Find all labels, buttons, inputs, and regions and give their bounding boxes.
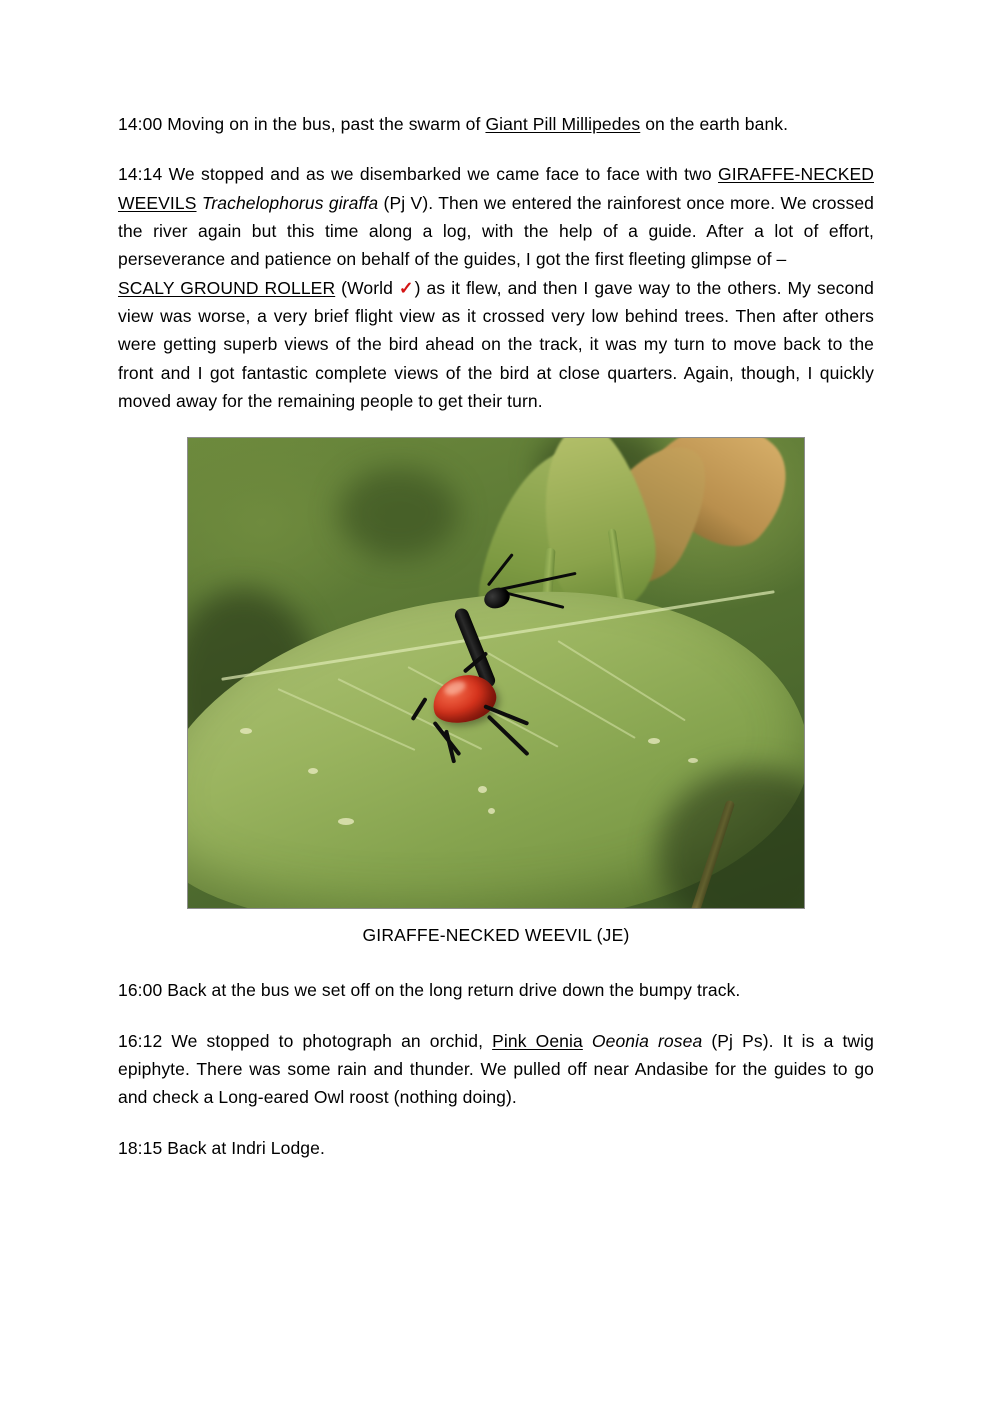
text-segment: ) as it flew, and then I gave way to the others. My second view was worse, a very brief flight view as it crossed very low behind trees. Then after others were getting superb views of the bird ahead on the track, it was my turn to move back to the front and I got fantastic complete views of the bird at close quarters. Again, though, I quickly moved away for the remaining people to get their turn. xyxy=(118,277,875,412)
paragraph-scaly-ground-roller xyxy=(118,274,874,416)
text-segment: Pink Oenia xyxy=(492,1030,583,1051)
text-segment: 14:00 Moving on in the bus, past the swarm of xyxy=(118,114,486,134)
paragraph-1612 xyxy=(118,1027,874,1112)
text-segment xyxy=(583,1031,592,1051)
paragraph-1414 xyxy=(118,160,874,273)
text-segment: 16:12 We stopped to photograph an orchid, xyxy=(118,1030,493,1051)
text-segment: Trachelophorus giraffa xyxy=(201,192,379,213)
paragraph-1815 xyxy=(118,1134,874,1162)
text-segment: (Pj Ps). It is a twig epiphyte. There was some rain and thunder. We pulled off near Andasibe for the guides to go and check a Long-eared Owl roost (nothing doing). xyxy=(118,1030,874,1108)
text-segment: 14:14 We stopped and as we disembarked we came face to face with two xyxy=(118,164,718,185)
figure-giraffe-necked-weevil xyxy=(118,437,874,946)
text-segment: on the earth bank. xyxy=(640,114,789,134)
photo-shadow-blotch xyxy=(338,468,458,558)
paragraph-1600 xyxy=(118,976,874,1004)
figure-caption: GIRAFFE-NECKED WEEVIL (JE) xyxy=(362,925,630,946)
text-segment: 18:15 Back at Indri Lodge. xyxy=(118,1137,325,1158)
text-segment: Giant Pill Millipedes xyxy=(485,114,641,134)
text-segment: Oeonia rosea xyxy=(591,1030,703,1051)
text-segment: ✓ xyxy=(398,277,415,298)
text-segment: (Pj V). Then we entered the rainforest once more. We crossed the river again but this time along a log, with the help of a guide. After a lot of effort, perseverance and patience on behalf of the guides, I got the first fleeting glimpse of – xyxy=(118,192,874,270)
text-segment: 16:00 Back at the bus we set off on the long return drive down the bumpy track. xyxy=(118,980,741,1001)
weevil-photo xyxy=(187,437,805,909)
text-segment: SCALY GROUND ROLLER xyxy=(118,277,336,298)
text-segment: GIRAFFE-NECKED WEEVILS xyxy=(118,164,874,213)
paragraph-1400 xyxy=(118,110,874,138)
text-segment: (World xyxy=(335,277,399,298)
